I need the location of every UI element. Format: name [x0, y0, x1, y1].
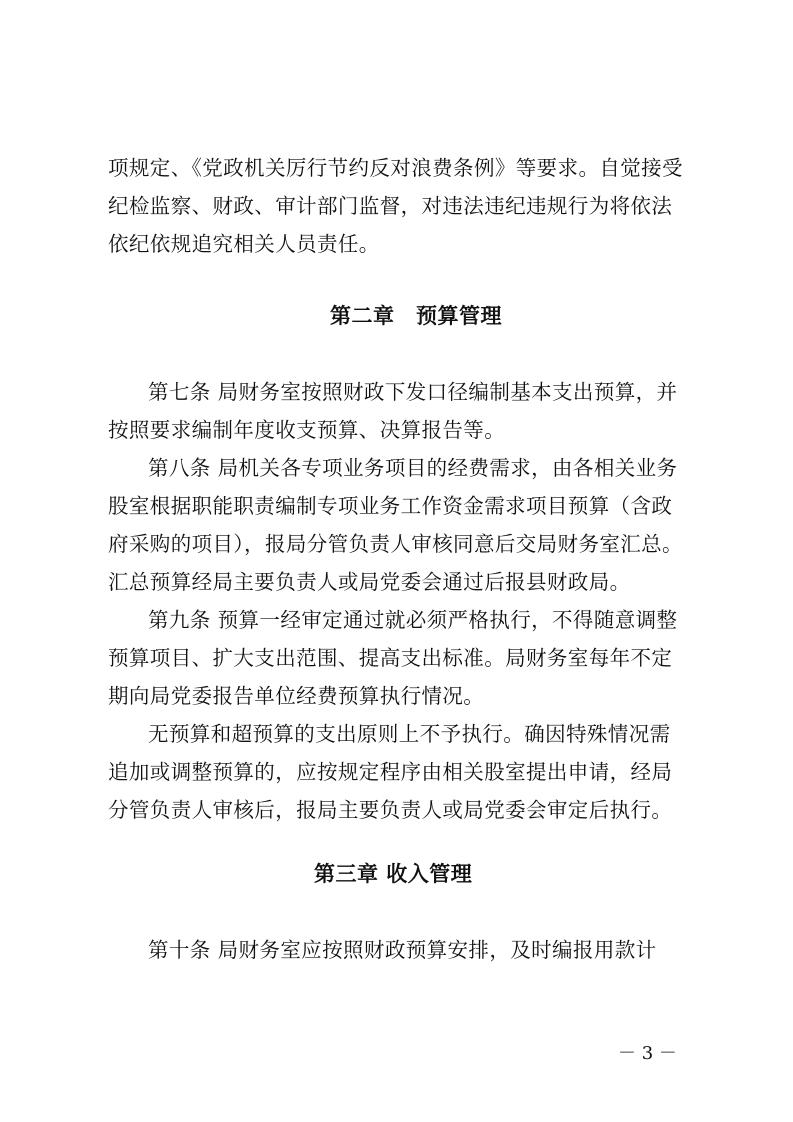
chapter-heading: 第二章 预算管理 — [330, 304, 502, 328]
body-text-line: 第八条 局机关各专项业务项目的经费需求，由各相关业务 — [148, 456, 678, 480]
body-text-line: 纪检监察、财政、审计部门监督，对违法违纪违规行为将依法 — [108, 194, 673, 218]
body-text-line: 追加或调整预算的，应按规定程序由相关股室提出申请，经局 — [108, 760, 673, 784]
body-text-line: 第七条 局财务室按照财政下发口径编制基本支出预算，并 — [148, 380, 678, 404]
body-text-line: 无预算和超预算的支出原则上不予执行。确因特殊情况需 — [148, 722, 671, 746]
body-text-line: 依纪依规追究相关人员责任。 — [108, 232, 380, 256]
body-text-line: 股室根据职能职责编制专项业务工作资金需求项目预算（含政 — [108, 494, 673, 518]
page-number: － 3 － — [618, 1043, 677, 1064]
body-text-line: 第九条 预算一经审定通过就必须严格执行，不得随意调整 — [148, 608, 678, 632]
body-text-line: 预算项目、扩大支出范围、提高支出标准。局财务室每年不定 — [108, 646, 673, 670]
body-text-line: 项规定、《党政机关厉行节约反对浪费条例》等要求。自觉接受 — [108, 156, 683, 180]
body-text-line: 汇总预算经局主要负责人或局党委会通过后报县财政局。 — [108, 570, 631, 594]
body-text-line: 分管负责人审核后，报局主要负责人或局党委会审定后执行。 — [108, 798, 673, 822]
chapter-heading: 第三章 收入管理 — [314, 862, 473, 886]
body-text-line: 府采购的项目），报局分管负责人审核同意后交局财务室汇总。 — [108, 532, 683, 556]
body-text-line: 期向局党委报告单位经费预算执行情况。 — [108, 684, 485, 708]
body-text-line: 第十条 局财务室应按照财政预算安排，及时编报用款计 — [148, 938, 657, 962]
body-text-line: 按照要求编制年度收支预算、决算报告等。 — [108, 418, 506, 442]
